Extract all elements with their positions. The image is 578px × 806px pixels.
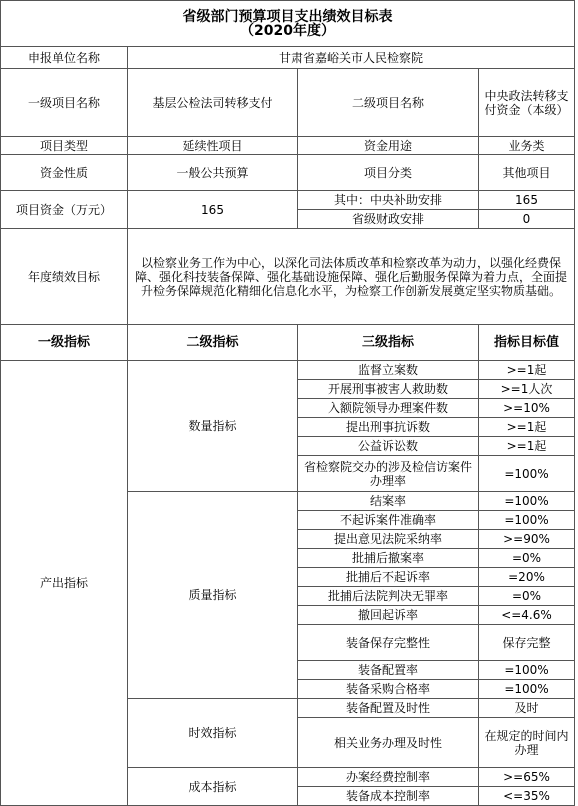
indicator-name: 办案经费控制率 [298, 768, 479, 787]
annual-goal-label: 年度绩效目标 [1, 229, 128, 325]
indicator-name: 结案率 [298, 492, 479, 511]
indicator-value: 保存完整 [479, 625, 575, 661]
fund-nature-value: 一般公共预算 [128, 155, 298, 191]
header-level3: 三级指标 [298, 325, 479, 361]
group-quantity: 数量指标 [128, 361, 298, 492]
indicator-value: 及时 [479, 699, 575, 718]
level1-project-value: 基层公检法司转移支付 [128, 69, 298, 137]
indicator-name: 装备成本控制率 [298, 787, 479, 806]
group-timeliness: 时效指标 [128, 699, 298, 768]
indicator-name: 不起诉案件准确率 [298, 511, 479, 530]
provincial-finance-label: 省级财政安排 [298, 210, 479, 229]
indicator-name: 提出意见法院采纳率 [298, 530, 479, 549]
project-funds-label: 项目资金（万元） [1, 191, 128, 229]
project-funds-value: 165 [128, 191, 298, 229]
table-title-cell [1, 1, 575, 47]
indicator-value: =0% [479, 549, 575, 568]
indicator-name: 撤回起诉率 [298, 606, 479, 625]
indicator-value: >=90% [479, 530, 575, 549]
indicator-value: =100% [479, 492, 575, 511]
header-level1: 一级指标 [1, 325, 128, 361]
central-subsidy-label: 其中：中央补助安排 [298, 191, 479, 210]
fund-usage-label: 资金用途 [298, 137, 479, 155]
indicator-value: >=1起 [479, 361, 575, 380]
project-type-label: 项目类型 [1, 137, 128, 155]
indicator-value: =0% [479, 587, 575, 606]
central-subsidy-value: 165 [479, 191, 575, 210]
indicator-value: >=10% [479, 399, 575, 418]
fund-nature-label: 资金性质 [1, 155, 128, 191]
indicator-value: 在规定的时间内办理 [479, 718, 575, 768]
header-target-value: 指标目标值 [479, 325, 575, 361]
project-category-label: 项目分类 [298, 155, 479, 191]
annual-goal-text: 以检察业务工作为中心，以深化司法体质改革和检察改革为动力，以强化经费保障、强化科技装备保障、强化基础设施保障、强化后勤服务保障为着力点，全面提升检务保障规范化精细化信息化水平，为检察工作创新发展奠定坚实物质基础。 [128, 229, 575, 325]
header-level2: 二级指标 [128, 325, 298, 361]
indicator-name: 批捕后法院判决无罪率 [298, 587, 479, 606]
level1-project-label: 一级项目名称 [1, 69, 128, 137]
indicator-name: 省检察院交办的涉及检信访案件办理率 [298, 456, 479, 492]
indicator-name: 监督立案数 [298, 361, 479, 380]
table-title: 省级部门预算项目支出绩效目标表 [182, 8, 393, 25]
indicator-name: 装备保存完整性 [298, 625, 479, 661]
indicator-value: >=1人次 [479, 380, 575, 399]
level1-output-indicator: 产出指标 [1, 361, 128, 806]
indicator-value: >=1起 [479, 418, 575, 437]
project-category-value: 其他项目 [479, 155, 575, 191]
level2-project-label: 二级项目名称 [298, 69, 479, 137]
indicator-value: =100% [479, 511, 575, 530]
indicator-value: >=65% [479, 768, 575, 787]
level2-project-value: 中央政法转移支付资金（本级） [479, 69, 575, 137]
indicator-name: 相关业务办理及时性 [298, 718, 479, 768]
project-type-value: 延续性项目 [128, 137, 298, 155]
indicator-name: 装备配置及时性 [298, 699, 479, 718]
fund-usage-value: 业务类 [479, 137, 575, 155]
indicator-name: 装备配置率 [298, 661, 479, 680]
indicator-value: =100% [479, 661, 575, 680]
indicator-name: 装备采购合格率 [298, 680, 479, 699]
indicator-name: 公益诉讼数 [298, 437, 479, 456]
unit-value: 甘肃省嘉峪关市人民检察院 [128, 47, 575, 69]
indicator-value: <=4.6% [479, 606, 575, 625]
table-subtitle: （2020年度） [240, 22, 335, 39]
indicator-value: =100% [479, 680, 575, 699]
group-cost: 成本指标 [128, 768, 298, 806]
indicator-name: 提出刑事抗诉数 [298, 418, 479, 437]
group-quality: 质量指标 [128, 492, 298, 699]
provincial-finance-value: 0 [479, 210, 575, 229]
indicator-name: 批捕后不起诉率 [298, 568, 479, 587]
indicator-value: >=1起 [479, 437, 575, 456]
indicator-name: 开展刑事被害人救助数 [298, 380, 479, 399]
indicator-name: 入额院领导办理案件数 [298, 399, 479, 418]
indicator-name: 批捕后撤案率 [298, 549, 479, 568]
indicator-value: <=35% [479, 787, 575, 806]
indicator-value: =20% [479, 568, 575, 587]
indicator-value: =100% [479, 456, 575, 492]
unit-label: 申报单位名称 [1, 47, 128, 69]
